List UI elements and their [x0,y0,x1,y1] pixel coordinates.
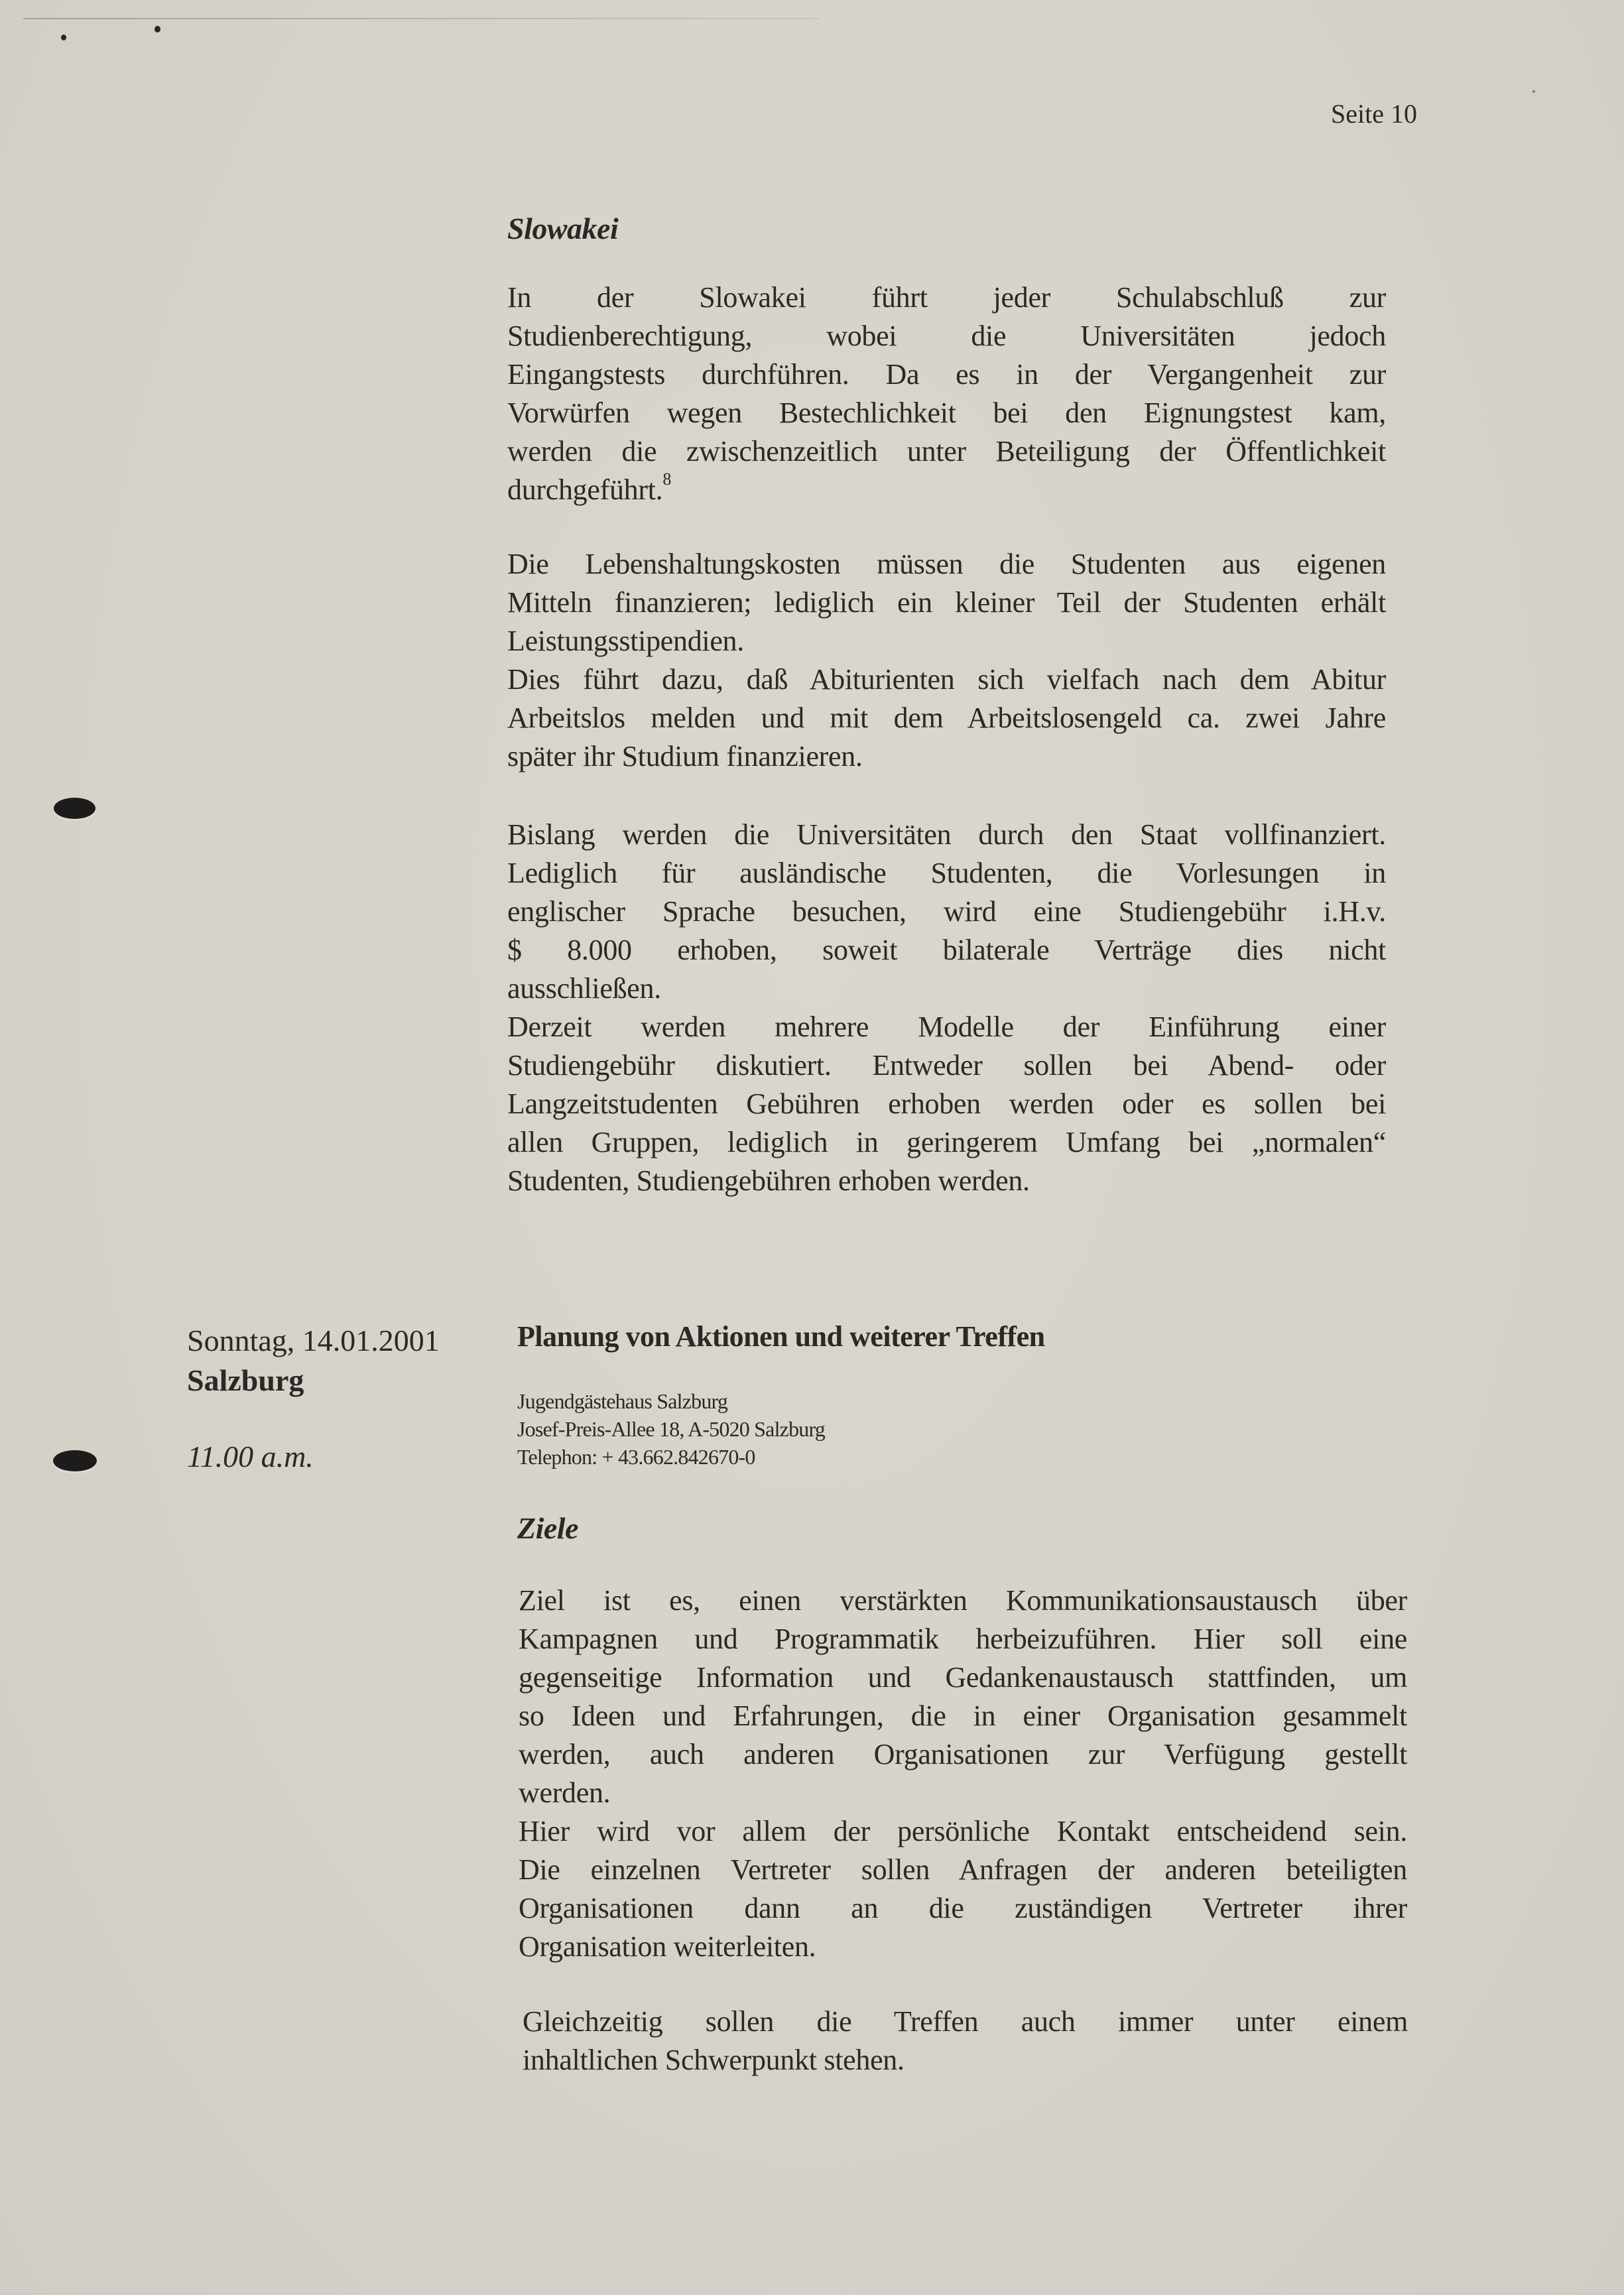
text-line: Bislang werden die Universitäten durch den Staat vollfinanziert. [507,818,1386,851]
text-line: Langzeitstudenten Gebühren erhoben werden oder es sollen bei [507,1087,1386,1120]
text-line: werden die zwischenzeitlich unter Beteiligung der Öffentlichkeit [507,435,1386,467]
text-line: Leistungsstipendien. [507,625,744,657]
ziele-paragraph-2 [523,2003,1408,2079]
text-line: werden, auch anderen Organisationen zur Verfügung gestellt [519,1738,1407,1770]
text-line: werden. [519,1776,611,1809]
text-line: Die einzelnen Vertreter sollen Anfragen der anderen beteiligten [519,1853,1407,1886]
text-line: Mitteln finanzieren; lediglich ein kleiner Teil der Studenten erhält [507,586,1386,619]
venue-block [517,1387,1396,1471]
slowakei-paragraph-1 [507,279,1386,509]
slowakei-paragraph-2 [507,545,1386,776]
text-line: inhaltlichen Schwerpunkt stehen. [523,2044,905,2076]
session-date: Sonntag, 14.01.2001 [187,1324,440,1357]
text-line: ausschließen. [507,972,661,1005]
text-line: Kampagnen und Programmatik herbeizuführen. Hier soll eine [519,1623,1407,1655]
scan-speck [61,34,66,40]
text-line: englischer Sprache besuchen, wird eine Studiengebühr i.H.v. [507,895,1386,928]
text-line-with-footnote [507,471,1386,509]
text-line: Hier wird vor allem der persönliche Kontakt entscheidend sein. [519,1815,1407,1847]
text-line: so Ideen und Erfahrungen, die in einer Organisation gesammelt [519,1700,1407,1732]
section-heading-ziele: Ziele [517,1511,578,1545]
scan-speck [1532,90,1535,93]
ziele-paragraph-1 [519,1582,1407,1966]
venue-name: Jugendgästehaus Salzburg [517,1389,728,1413]
text-line: Gleichzeitig sollen die Treffen auch immer unter einem [523,2005,1408,2038]
text-line: Derzeit werden mehrere Modelle der Einführung einer [507,1011,1386,1043]
text-line: allen Gruppen, lediglich in geringerem Umfang bei „normalen“ [507,1126,1386,1158]
text-line: In der Slowakei führt jeder Schulabschluß zur [507,281,1386,314]
text-line: $ 8.000 erhoben, soweit bilaterale Verträge dies nicht [507,934,1386,966]
text-line: Studienberechtigung, wobei die Universitäten jedoch [507,320,1386,352]
text-line: Eingangstests durchführen. Da es in der Vergangenheit zur [507,358,1386,391]
text-line: Studenten, Studiengebühren erhoben werden. [507,1164,1030,1197]
text-line: Studiengebühr diskutiert. Entweder sollen bei Abend- oder [507,1049,1386,1082]
text-line: später ihr Studium finanzieren. [507,740,863,773]
session-city: Salzburg [187,1363,304,1397]
text-line: Lediglich für ausländische Studenten, die Vorlesungen in [507,857,1386,889]
scan-edge-line [23,18,819,19]
text-line: Arbeitslos melden und mit dem Arbeitslosengeld ca. zwei Jahre [507,702,1386,734]
text-line: Organisation weiterleiten. [519,1930,816,1963]
punch-hole-upper [54,798,95,819]
text-line: Dies führt dazu, daß Abiturienten sich vielfach nach dem Abitur [507,663,1386,696]
text-line: Die Lebenshaltungskosten müssen die Studenten aus eigenen [507,548,1386,580]
punch-hole-lower [53,1450,97,1471]
text-line: durchgeführt. [507,473,663,506]
text-line: Vorwürfen wegen Bestechlichkeit bei den Eignungstest kam, [507,397,1386,429]
scan-speck [155,26,160,32]
venue-address: Josef-Preis-Allee 18, A-5020 Salzburg [517,1417,825,1441]
slowakei-paragraph-3 [507,816,1386,1200]
footnote-reference: 8 [662,469,672,489]
session-time: 11.00 a.m. [187,1440,314,1473]
text-line: gegenseitige Information und Gedankenaustausch stattfinden, um [519,1661,1407,1694]
venue-phone: Telephon: + 43.662.842670-0 [517,1445,755,1469]
session-title: Planung von Aktionen und weiterer Treffen [517,1320,1045,1353]
text-line: Ziel ist es, einen verstärkten Kommunikationsaustausch über [519,1584,1407,1617]
page-number: Seite 10 [1331,99,1417,129]
section-heading-slowakei: Slowakei [507,212,619,245]
text-line: Organisationen dann an die zuständigen Vertreter ihrer [519,1892,1407,1924]
